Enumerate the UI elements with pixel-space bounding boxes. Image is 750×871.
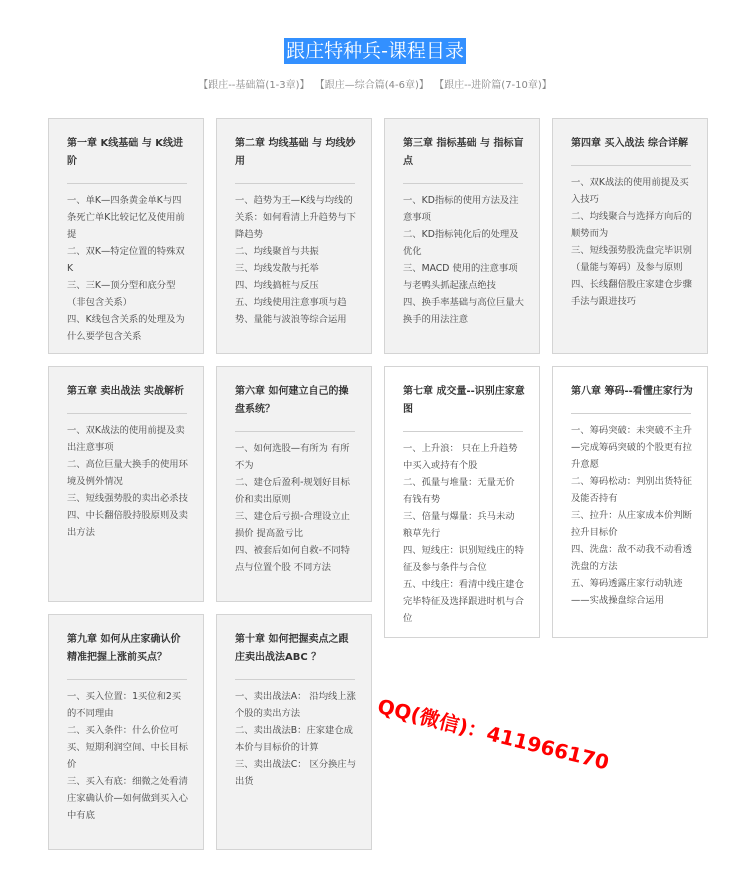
chapter-item: 一、双K战法的使用前提及买入技巧 bbox=[571, 177, 689, 205]
chapter-item: 二、卖出战法B：庄家建仓成本价与目标价的计算 bbox=[235, 725, 353, 753]
divider bbox=[235, 183, 355, 184]
chapter-title: 第二章 均线基础 与 均线妙用 bbox=[235, 138, 356, 167]
divider bbox=[235, 431, 355, 432]
chapter-items bbox=[235, 440, 357, 576]
chapter-title: 第八章 筹码--看懂庄家行为 bbox=[571, 386, 693, 397]
chapter-item: 四、K线包含关系的处理及为什么要学包含关系 bbox=[67, 314, 185, 342]
chapter-item: 三、均线发散与托举 bbox=[235, 263, 319, 274]
chapter-item: 三、卖出战法C： 区分换庄与出货 bbox=[235, 759, 357, 787]
chapter-item: 二、筹码松动：判别出货特征及能否持有 bbox=[571, 476, 692, 504]
chapter-item: 二、均线聚首与共振 bbox=[235, 246, 319, 257]
divider bbox=[571, 165, 691, 166]
chapter-card-4 bbox=[552, 118, 708, 354]
chapter-items bbox=[403, 192, 525, 328]
chapter-item: 二、双K—特定位置的特殊双K bbox=[67, 246, 185, 274]
divider bbox=[403, 183, 523, 184]
chapter-card-9 bbox=[48, 614, 204, 850]
chapter-item: 一、趋势为王—K线与均线的关系：如何看清上升趋势与下降趋势 bbox=[235, 195, 356, 240]
chapter-item: 三、短线强势股的卖出必杀技 bbox=[67, 493, 188, 504]
chapter-items bbox=[571, 422, 693, 609]
chapter-item: 三、MACD 使用的注意事项与老鸭头抓起涨点绝技 bbox=[403, 263, 518, 291]
chapter-items bbox=[67, 192, 189, 345]
chapter-card-2 bbox=[216, 118, 372, 354]
chapter-items bbox=[235, 688, 357, 790]
chapter-title: 第三章 指标基础 与 指标盲点 bbox=[403, 138, 524, 167]
chapter-items bbox=[67, 422, 189, 541]
chapter-item: 四、中长翻倍股持股原则及卖出方法 bbox=[67, 510, 188, 538]
divider bbox=[67, 679, 187, 680]
chapter-item: 四、均线搞桩与反压 bbox=[235, 280, 319, 291]
chapter-item: 二、孤量与堆量：无量无价 有钱有势 bbox=[403, 477, 515, 505]
chapter-card-10 bbox=[216, 614, 372, 850]
chapter-title: 第九章 如何从庄家确认价精准把握上涨前买点？ bbox=[67, 634, 181, 663]
chapter-item: 三、建仓后亏损-合理设立止损价 提高盈亏比 bbox=[235, 511, 350, 539]
chapter-item: 二、买入条件：什么价位可买、短期利润空间、中长目标价 bbox=[67, 725, 188, 770]
chapter-card-5 bbox=[48, 366, 204, 602]
contact-watermark: QQ(微信)：411966170 bbox=[375, 693, 612, 775]
chapter-item: 五、筹码透露庄家行动轨迹——实战操盘综合运用 bbox=[571, 578, 683, 606]
chapter-item: 一、如何选股—有所为 有所不为 bbox=[235, 443, 350, 471]
chapter-item: 二、建仓后盈利-规划好目标价和卖出原则 bbox=[235, 477, 350, 505]
chapter-card-7 bbox=[384, 366, 540, 638]
chapter-item: 一、双K战法的使用前提及卖出注意事项 bbox=[67, 425, 185, 453]
divider bbox=[67, 413, 187, 414]
sub-navigation bbox=[0, 76, 750, 91]
chapter-items bbox=[571, 174, 693, 310]
divider bbox=[403, 431, 523, 432]
chapter-title: 第四章 买入战法 综合详解 bbox=[571, 138, 688, 149]
chapter-item: 二、高位巨量大换手的使用环境及例外情况 bbox=[67, 459, 188, 487]
chapter-card-1 bbox=[48, 118, 204, 354]
chapter-item: 四、被套后如何自救-不同特点与位置个股 不同方法 bbox=[235, 545, 350, 573]
divider bbox=[67, 183, 187, 184]
chapter-item: 四、长线翻倍股庄家建仓步骤手法与跟进技巧 bbox=[571, 279, 692, 307]
chapter-title: 第一章 K线基础 与 K线进阶 bbox=[67, 138, 183, 167]
chapter-item: 一、KD指标的使用方法及注意事项 bbox=[403, 195, 519, 223]
chapter-item: 三、买入有底：细微之处看清庄家确认价—如何做到买入心中有底 bbox=[67, 776, 188, 821]
chapter-item: 一、买入位置：1买位和2买的不同理由 bbox=[67, 691, 182, 719]
chapter-item: 三、拉升：从庄家成本价判断拉升目标价 bbox=[571, 510, 692, 538]
chapter-items bbox=[67, 688, 189, 824]
chapter-items bbox=[235, 192, 357, 328]
chapter-item: 一、卖出战法A： 沿均线上涨个股的卖出方法 bbox=[235, 691, 356, 719]
chapter-card-6 bbox=[216, 366, 372, 602]
subnav-link-basic[interactable]: 【跟庄--基础篇(1-3章)】 bbox=[198, 80, 310, 91]
chapter-item: 五、均线使用注意事项与趋势、量能与波浪等综合运用 bbox=[235, 297, 347, 325]
chapter-card-3 bbox=[384, 118, 540, 354]
subnav-link-advanced[interactable]: 【跟庄--进阶篇(7-10章)】 bbox=[434, 80, 552, 91]
chapter-title: 第十章 如何把握卖点之跟庄卖出战法ABC ？ bbox=[235, 634, 349, 663]
chapter-item: 二、KD指标钝化后的处理及优化 bbox=[403, 229, 519, 257]
chapter-item: 三、倍量与爆量：兵马未动 粮草先行 bbox=[403, 511, 515, 539]
divider bbox=[571, 413, 691, 414]
chapter-title: 第五章 卖出战法 实战解析 bbox=[67, 386, 184, 397]
subnav-link-comprehensive[interactable]: 【跟庄—综合篇(4-6章)】 bbox=[314, 80, 429, 91]
chapter-item: 三、短线强势股洗盘完毕识别（量能与筹码）及参与原则 bbox=[571, 245, 692, 273]
chapter-item: 一、筹码突破：未突破不主升—完成筹码突破的个股更有拉升意愿 bbox=[571, 425, 692, 470]
divider bbox=[235, 679, 355, 680]
chapter-item: 四、短线庄：识别短线庄的特征及参与条件与合位 bbox=[403, 545, 524, 573]
chapter-title: 第六章 如何建立自己的操盘系统？ bbox=[235, 386, 349, 415]
chapter-item: 一、单K—四条黄金单K与四条死亡单K比较记忆及使用前提 bbox=[67, 195, 185, 240]
page-title: 跟庄特种兵-课程目录 bbox=[286, 40, 464, 62]
chapter-item: 四、换手率基础与高位巨量大换手的用法注意 bbox=[403, 297, 524, 325]
page-title-wrap bbox=[0, 38, 750, 64]
chapter-item: 四、洗盘：敌不动我不动看透洗盘的方法 bbox=[571, 544, 692, 572]
chapter-card-8 bbox=[552, 366, 708, 638]
chapter-item: 五、中线庄：看清中线庄建仓完毕特征及选择跟进时机与合位 bbox=[403, 579, 524, 624]
chapter-item: 一、上升浪： 只在上升趋势中买入或持有个股 bbox=[403, 443, 518, 471]
chapter-item: 三、三K—顶分型和底分型（非包含关系） bbox=[67, 280, 176, 308]
chapter-title: 第七章 成交量--识别庄家意图 bbox=[403, 386, 525, 415]
chapter-items bbox=[403, 440, 525, 627]
chapter-item: 二、均线聚合与选择方向后的顺势而为 bbox=[571, 211, 692, 239]
